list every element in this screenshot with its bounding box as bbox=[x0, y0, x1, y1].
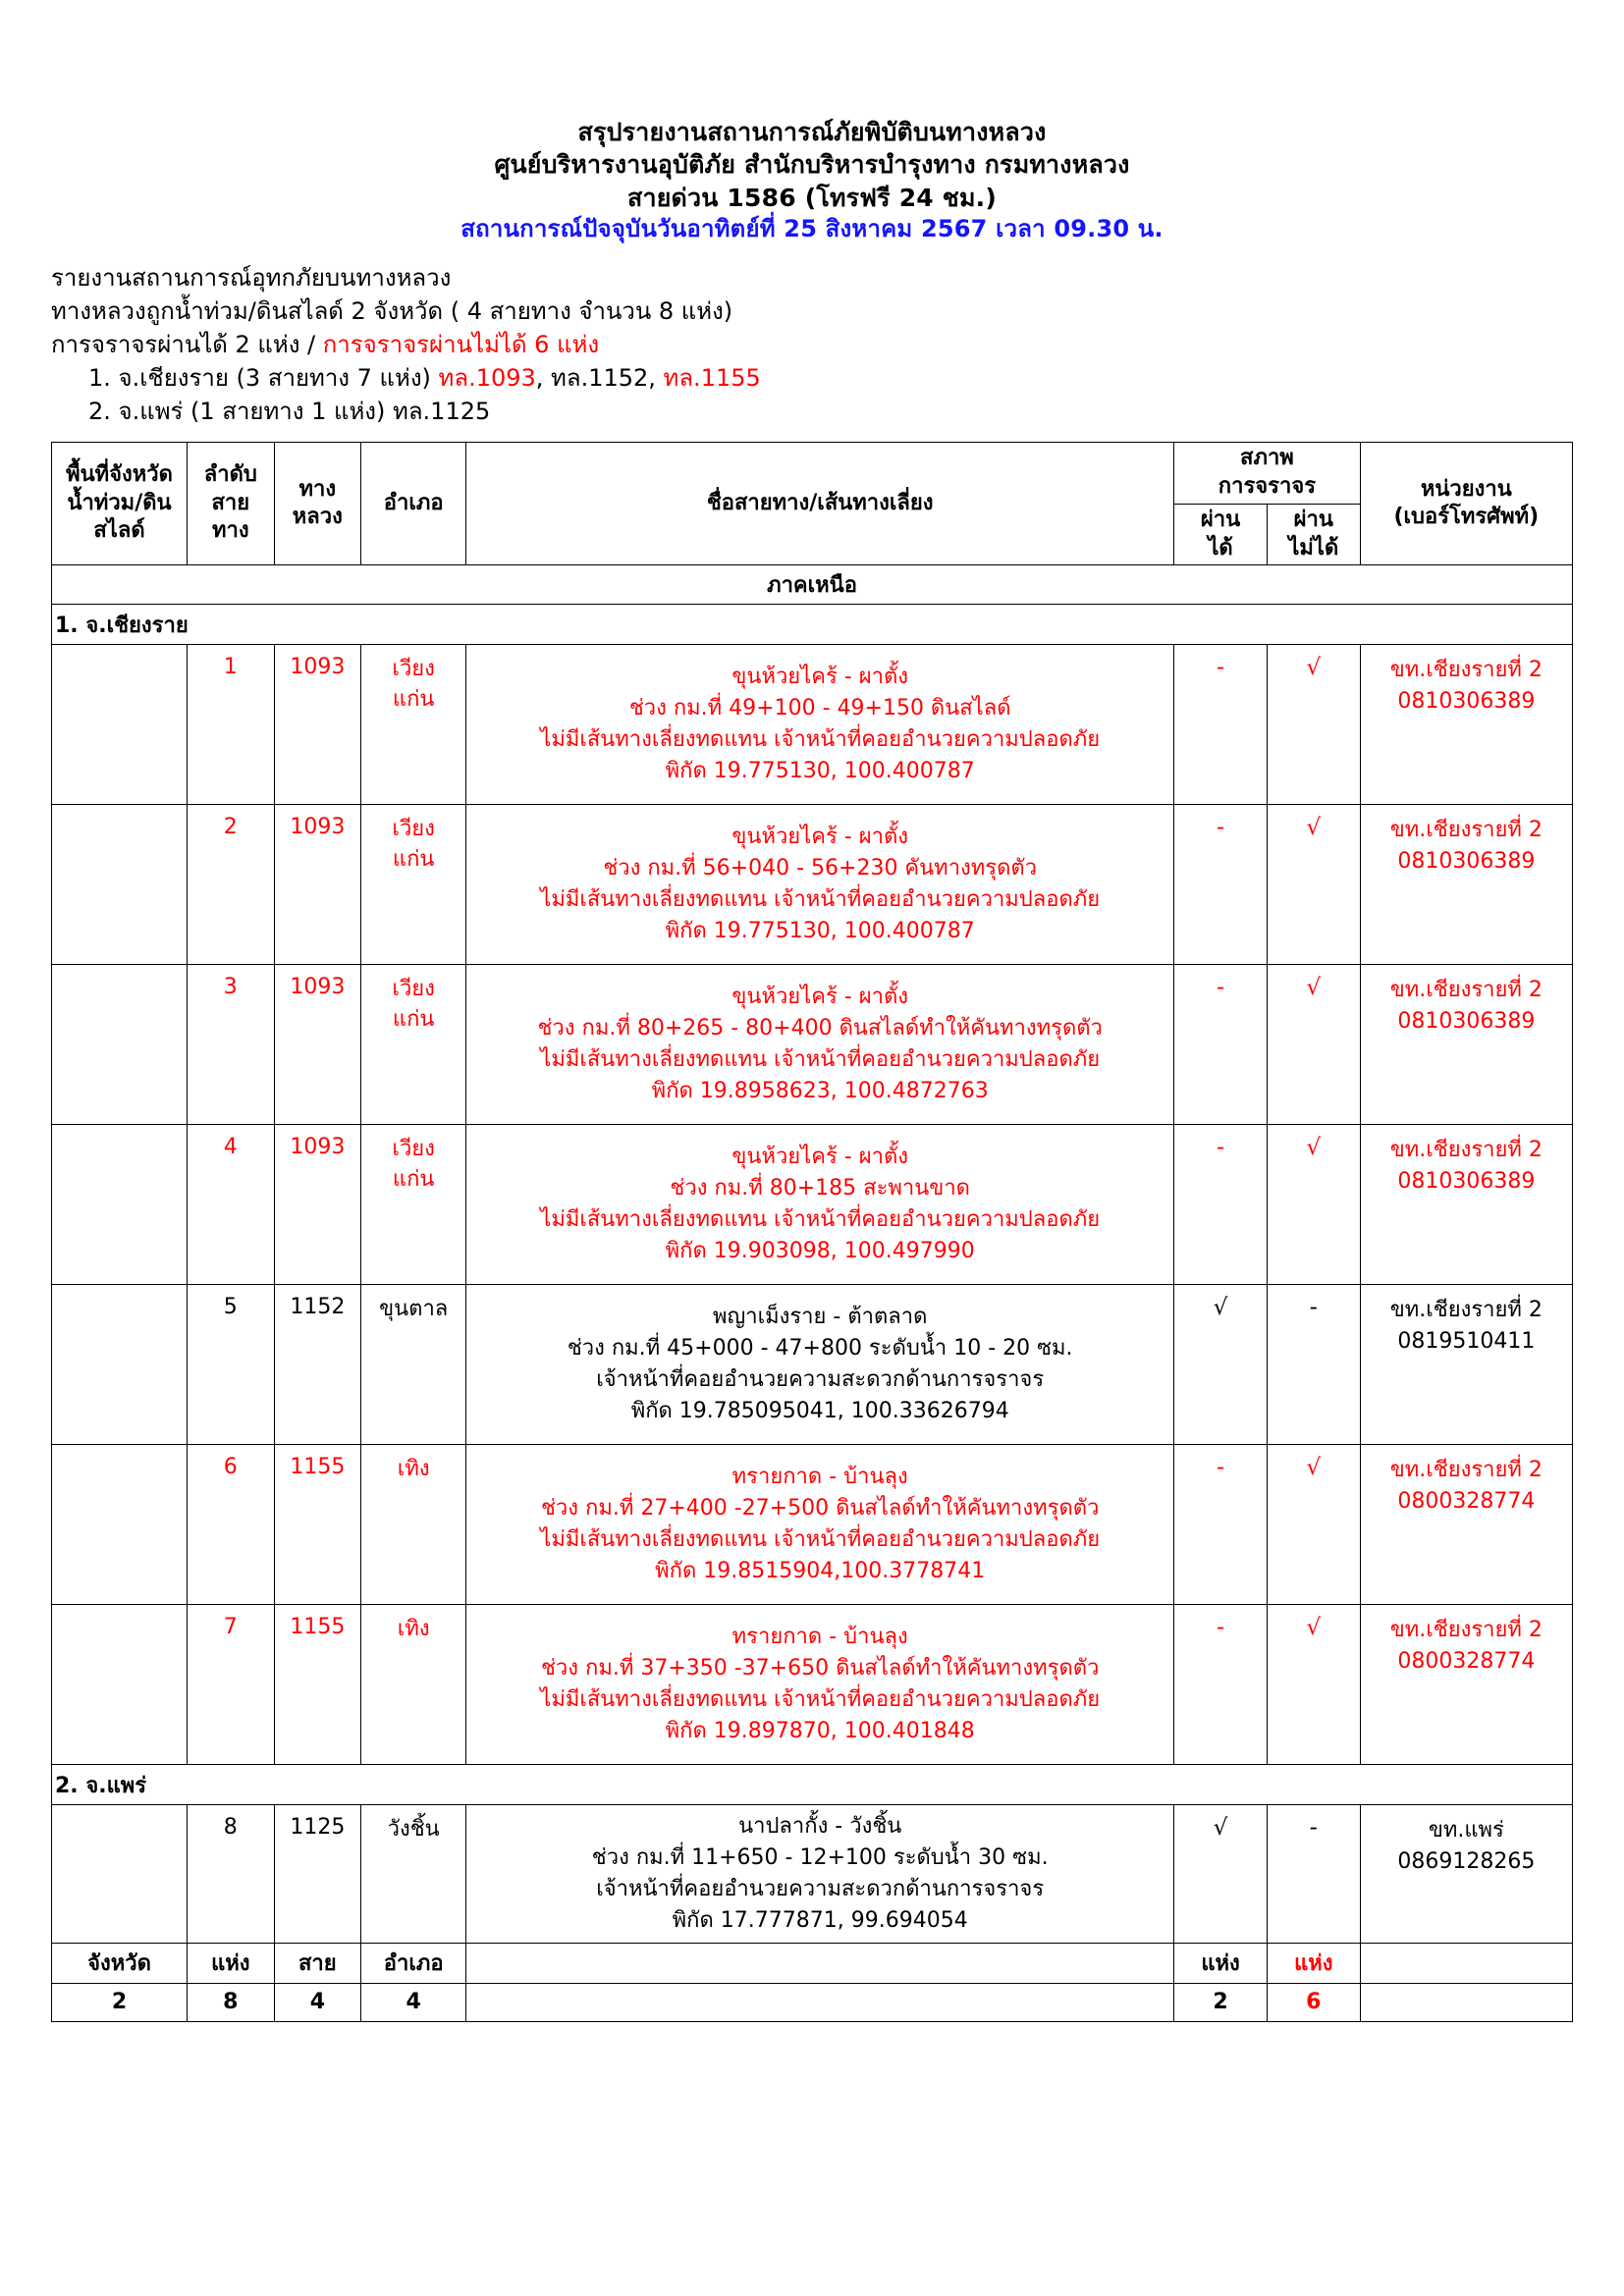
cell-province bbox=[52, 1805, 188, 1944]
cell-amphoe bbox=[361, 965, 466, 1125]
cell-amphoe-line1: วังชิ้น bbox=[387, 1817, 440, 1842]
cell-unit bbox=[1360, 1125, 1572, 1285]
summary-value-passable: 2 bbox=[1174, 1983, 1268, 2021]
table-row bbox=[52, 1125, 1573, 1285]
cell-province bbox=[52, 1605, 188, 1765]
header-province bbox=[52, 443, 188, 565]
cell-highway: 1093 bbox=[274, 805, 361, 965]
cell-highway: 1155 bbox=[274, 1605, 361, 1765]
cell-highway: 1125 bbox=[274, 1805, 361, 1944]
traffic-impassable-summary: การจราจรผ่านไม่ได้ 6 แห่ง bbox=[322, 330, 600, 358]
cell-passable: - bbox=[1174, 645, 1268, 805]
header-traffic-line2: การจราจร bbox=[1218, 474, 1317, 500]
route-name-line3: ไม่มีเส้นทางเลี่ยงทดแทน เจ้าหน้าที่คอยอำนวยความปลอดภัย bbox=[540, 727, 1101, 753]
unit-line2: 0869128265 bbox=[1397, 1849, 1536, 1875]
cell-passable: √ bbox=[1174, 1285, 1268, 1445]
current-situation-datetime: สถานการณ์ปัจจุบันวันอาทิตย์ที่ 25 สิงหาคม 2567 เวลา 09.30 น. bbox=[460, 214, 1164, 242]
cell-order: 2 bbox=[188, 805, 275, 965]
cell-province bbox=[52, 1285, 188, 1445]
traffic-passable-summary: การจราจรผ่านได้ 2 แห่ง / bbox=[51, 330, 323, 358]
summary-label-amphoe: อำเภอ bbox=[361, 1943, 466, 1983]
cell-highway: 1155 bbox=[274, 1445, 361, 1605]
table-row bbox=[52, 645, 1573, 805]
intro-line-3 bbox=[51, 328, 1573, 361]
unit-line1: ขท.เชียงรายที่ 2 bbox=[1389, 1298, 1543, 1323]
cell-route-name bbox=[466, 1285, 1174, 1445]
province-group-row-2 bbox=[52, 1765, 1573, 1805]
header-unit bbox=[1360, 443, 1572, 565]
cell-amphoe bbox=[361, 1605, 466, 1765]
cell-passable: - bbox=[1174, 1125, 1268, 1285]
intro-item-2: 2. จ.แพร่ (1 สายทาง 1 แห่ง) ทล.1125 bbox=[88, 397, 491, 425]
summary-value-order: 8 bbox=[188, 1983, 275, 2021]
header-highway-line1: ทาง bbox=[298, 476, 337, 502]
cell-highway: 1093 bbox=[274, 965, 361, 1125]
unit-line1: ขท.เชียงรายที่ 2 bbox=[1389, 1458, 1543, 1483]
province-group-row-1 bbox=[52, 605, 1573, 645]
cell-route-name bbox=[466, 645, 1174, 805]
cell-amphoe-line1: เวียง bbox=[392, 977, 435, 1002]
cell-impassable: - bbox=[1267, 1285, 1360, 1445]
table-row bbox=[52, 1805, 1573, 1944]
unit-line1: ขท.แพร่ bbox=[1428, 1818, 1504, 1843]
unit-line1: ขท.เชียงรายที่ 2 bbox=[1389, 658, 1543, 683]
cell-highway: 1152 bbox=[274, 1285, 361, 1445]
header-traffic-condition bbox=[1174, 443, 1361, 505]
intro-item-1-text: 1. จ.เชียงราย (3 สายทาง 7 แห่ง) bbox=[88, 363, 439, 392]
cell-impassable: √ bbox=[1267, 965, 1360, 1125]
province-group-label-1: 1. จ.เชียงราย bbox=[52, 605, 1573, 645]
unit-line2: 0810306389 bbox=[1397, 849, 1536, 875]
cell-highway: 1093 bbox=[274, 1125, 361, 1285]
summary-label-impassable: แห่ง bbox=[1267, 1943, 1360, 1983]
route-name-line2: ช่วง กม.ที่ 45+000 - 47+800 ระดับน้ำ 10 - 20 ซม. bbox=[567, 1336, 1073, 1362]
header-order-line3: ทาง bbox=[211, 518, 249, 544]
cell-amphoe-line2: แก่น bbox=[392, 687, 435, 713]
cell-impassable: √ bbox=[1267, 1605, 1360, 1765]
route-name-line4: พิกัด 19.897870, 100.401848 bbox=[665, 1719, 975, 1744]
route-name-line4: พิกัด 19.903098, 100.497990 bbox=[665, 1239, 975, 1264]
unit-line2: 0819510411 bbox=[1397, 1329, 1536, 1355]
cell-amphoe-line1: เทิง bbox=[397, 1617, 430, 1642]
route-name-line4: พิกัด 19.8515904,100.3778741 bbox=[655, 1559, 986, 1584]
unit-line1: ขท.เชียงรายที่ 2 bbox=[1389, 818, 1543, 843]
route-name-line4: พิกัด 19.785095041, 100.33626794 bbox=[630, 1399, 1009, 1424]
cell-passable: - bbox=[1174, 1445, 1268, 1605]
summary-value-province: 2 bbox=[52, 1983, 188, 2021]
cell-unit bbox=[1360, 965, 1572, 1125]
route-name-line1: ขุนห้วยไคร้ - ผาตั้ง bbox=[731, 825, 908, 850]
header-order-line1: ลำดับ bbox=[203, 462, 257, 488]
header-unit-line2: (เบอร์โทรศัพท์) bbox=[1393, 505, 1540, 530]
cell-province bbox=[52, 1125, 188, 1285]
table-row bbox=[52, 965, 1573, 1125]
cell-unit bbox=[1360, 1445, 1572, 1605]
cell-province bbox=[52, 1445, 188, 1605]
summary-label-order: แห่ง bbox=[188, 1943, 275, 1983]
cell-province bbox=[52, 805, 188, 965]
cell-route-name bbox=[466, 1805, 1174, 1944]
cell-route-name bbox=[466, 805, 1174, 965]
route-name-line1: ทรายกาด - บ้านลุง bbox=[731, 1465, 908, 1490]
situation-table bbox=[51, 442, 1573, 2022]
cell-amphoe-line1: เวียง bbox=[392, 817, 435, 842]
table-row bbox=[52, 1605, 1573, 1765]
route-name-line2: ช่วง กม.ที่ 80+265 - 80+400 ดินสไลด์ทำให้คันทางทรุดตัว bbox=[537, 1016, 1103, 1041]
summary-value-unit bbox=[1360, 1983, 1572, 2021]
table-row bbox=[52, 805, 1573, 965]
summary-value-row bbox=[52, 1983, 1573, 2021]
route-name-line3: ไม่มีเส้นทางเลี่ยงทดแทน เจ้าหน้าที่คอยอำนวยความปลอดภัย bbox=[540, 887, 1101, 913]
cell-impassable: √ bbox=[1267, 1125, 1360, 1285]
summary-label-row bbox=[52, 1943, 1573, 1983]
cell-route-name bbox=[466, 1125, 1174, 1285]
cell-amphoe bbox=[361, 1805, 466, 1944]
unit-line1: ขท.เชียงรายที่ 2 bbox=[1389, 1138, 1543, 1163]
cell-order: 8 bbox=[188, 1805, 275, 1944]
intro-item-1 bbox=[51, 361, 1573, 395]
header-province-line1: พื้นที่จังหวัด bbox=[66, 462, 173, 488]
route-name-line3: ไม่มีเส้นทางเลี่ยงทดแทน เจ้าหน้าที่คอยอำนวยความปลอดภัย bbox=[540, 1527, 1101, 1553]
summary-value-impassable: 6 bbox=[1267, 1983, 1360, 2021]
cell-impassable: √ bbox=[1267, 1445, 1360, 1605]
route-name-line2: ช่วง กม.ที่ 11+650 - 12+100 ระดับน้ำ 30 ซม. bbox=[591, 1845, 1049, 1871]
route-name-line2: ช่วง กม.ที่ 56+040 - 56+230 คันทางทรุดตัว bbox=[603, 856, 1038, 881]
cell-amphoe bbox=[361, 805, 466, 965]
report-title-line-2: ศูนย์บริหารงานอุบัติภัย สำนักบริหารบำรุงทาง กรมทางหลวง bbox=[494, 150, 1130, 180]
intro-line-2: ทางหลวงถูกน้ำท่วม/ดินสไลด์ 2 จังหวัด ( 4 สายทาง จำนวน 8 แห่ง) bbox=[51, 296, 733, 325]
unit-line2: 0800328774 bbox=[1397, 1649, 1536, 1675]
header-highway-line2: หลวง bbox=[292, 505, 343, 530]
table-row bbox=[52, 1285, 1573, 1445]
intro-item-1-road-1155: ทล.1155 bbox=[663, 363, 761, 392]
cell-unit bbox=[1360, 1605, 1572, 1765]
header-impassable-line2: ไม่ได้ bbox=[1288, 535, 1339, 561]
province-group-label-2: 2. จ.แพร่ bbox=[52, 1765, 1573, 1805]
route-name-line2: ช่วง กม.ที่ 49+100 - 49+150 ดินสไลด์ bbox=[628, 696, 1011, 721]
unit-line2: 0810306389 bbox=[1397, 1009, 1536, 1035]
summary-label-road: สาย bbox=[274, 1943, 361, 1983]
route-name-line3: ไม่มีเส้นทางเลี่ยงทดแทน เจ้าหน้าที่คอยอำนวยความปลอดภัย bbox=[540, 1207, 1101, 1233]
unit-line1: ขท.เชียงรายที่ 2 bbox=[1389, 978, 1543, 1003]
cell-route-name bbox=[466, 965, 1174, 1125]
cell-order: 5 bbox=[188, 1285, 275, 1445]
route-name-line3: เจ้าหน้าที่คอยอำนวยความสะดวกด้านการจราจร bbox=[596, 1877, 1045, 1902]
cell-unit bbox=[1360, 1285, 1572, 1445]
header-impassable bbox=[1267, 505, 1360, 565]
route-name-line2: ช่วง กม.ที่ 27+400 -27+500 ดินสไลด์ทำให้คันทางทรุดตัว bbox=[541, 1496, 1100, 1522]
header-unit-line1: หน่วยงาน bbox=[1420, 476, 1512, 502]
cell-order: 3 bbox=[188, 965, 275, 1125]
cell-impassable: √ bbox=[1267, 645, 1360, 805]
header-passable-line2: ได้ bbox=[1208, 535, 1233, 561]
intro-item-1-road-1152: , ทล.1152, bbox=[535, 363, 664, 392]
route-name-line4: พิกัด 17.777871, 99.694054 bbox=[672, 1907, 968, 1933]
summary-value-name bbox=[466, 1983, 1174, 2021]
cell-unit bbox=[1360, 1805, 1572, 1944]
cell-amphoe bbox=[361, 1285, 466, 1445]
header-order-line2: สาย bbox=[211, 490, 250, 515]
summary-value-road: 4 bbox=[274, 1983, 361, 2021]
route-name-line4: พิกัด 19.775130, 100.400787 bbox=[665, 919, 975, 944]
cell-amphoe-line1: เวียง bbox=[392, 657, 435, 682]
route-name-line4: พิกัด 19.8958623, 100.4872763 bbox=[651, 1079, 989, 1104]
cell-order: 4 bbox=[188, 1125, 275, 1285]
header-highway bbox=[274, 443, 361, 565]
cell-amphoe-line2: แก่น bbox=[392, 1007, 435, 1033]
intro-line-1: รายงานสถานการณ์อุทกภัยบนทางหลวง bbox=[51, 263, 452, 292]
intro-item-1-road-1093: ทล.1093 bbox=[438, 363, 536, 392]
unit-line1: ขท.เชียงรายที่ 2 bbox=[1389, 1618, 1543, 1643]
document-header bbox=[51, 116, 1573, 245]
route-name-line1: ขุนห้วยไคร้ - ผาตั้ง bbox=[731, 1145, 908, 1170]
header-province-line3: สไลด์ bbox=[93, 518, 145, 544]
route-name-line2: ช่วง กม.ที่ 80+185 สะพานขาด bbox=[670, 1176, 970, 1201]
cell-unit bbox=[1360, 805, 1572, 965]
hotline-line: สายด่วน 1586 (โทรฟรี 24 ชม.) bbox=[627, 183, 997, 212]
header-route-name: ชื่อสายทาง/เส้นทางเลี่ยง bbox=[466, 443, 1174, 565]
summary-label-name bbox=[466, 1943, 1174, 1983]
summary-label-passable: แห่ง bbox=[1174, 1943, 1268, 1983]
cell-amphoe bbox=[361, 1445, 466, 1605]
unit-line2: 0800328774 bbox=[1397, 1489, 1536, 1515]
cell-order: 1 bbox=[188, 645, 275, 805]
route-name-line3: ไม่มีเส้นทางเลี่ยงทดแทน เจ้าหน้าที่คอยอำนวยความปลอดภัย bbox=[540, 1687, 1101, 1713]
header-passable bbox=[1174, 505, 1268, 565]
intro-block bbox=[51, 261, 1573, 428]
header-order bbox=[188, 443, 275, 565]
route-name-line4: พิกัด 19.775130, 100.400787 bbox=[665, 759, 975, 784]
region-label: ภาคเหนือ bbox=[52, 565, 1573, 605]
cell-impassable: - bbox=[1267, 1805, 1360, 1944]
summary-label-unit bbox=[1360, 1943, 1572, 1983]
cell-passable: - bbox=[1174, 1605, 1268, 1765]
summary-value-amphoe: 4 bbox=[361, 1983, 466, 2021]
cell-amphoe-line1: เวียง bbox=[392, 1137, 435, 1162]
route-name-line1: ขุนห้วยไคร้ - ผาตั้ง bbox=[731, 665, 908, 690]
report-title-line-1: สรุปรายงานสถานการณ์ภัยพิบัติบนทางหลวง bbox=[577, 118, 1047, 146]
table-row bbox=[52, 1445, 1573, 1605]
route-name-line3: ไม่มีเส้นทางเลี่ยงทดแทน เจ้าหน้าที่คอยอำนวยความปลอดภัย bbox=[540, 1047, 1101, 1073]
header-impassable-line1: ผ่าน bbox=[1293, 507, 1333, 533]
cell-amphoe-line1: ขุนตาล bbox=[379, 1297, 449, 1322]
cell-province bbox=[52, 645, 188, 805]
cell-route-name bbox=[466, 1445, 1174, 1605]
route-name-line1: ขุนห้วยไคร้ - ผาตั้ง bbox=[731, 985, 908, 1010]
cell-amphoe bbox=[361, 1125, 466, 1285]
cell-route-name bbox=[466, 1605, 1174, 1765]
cell-unit bbox=[1360, 645, 1572, 805]
route-name-line3: เจ้าหน้าที่คอยอำนวยความสะดวกด้านการจราจร bbox=[596, 1367, 1045, 1393]
cell-province bbox=[52, 965, 188, 1125]
header-traffic-line1: สภาพ bbox=[1240, 446, 1294, 471]
header-province-line2: น้ำท่วม/ดิน bbox=[67, 490, 172, 515]
unit-line2: 0810306389 bbox=[1397, 1169, 1536, 1195]
header-amphoe: อำเภอ bbox=[361, 443, 466, 565]
cell-passable: √ bbox=[1174, 1805, 1268, 1944]
table-header-row bbox=[52, 443, 1573, 505]
cell-order: 7 bbox=[188, 1605, 275, 1765]
cell-order: 6 bbox=[188, 1445, 275, 1605]
summary-label-province: จังหวัด bbox=[52, 1943, 188, 1983]
header-passable-line1: ผ่าน bbox=[1200, 507, 1241, 533]
route-name-line1: ทรายกาด - บ้านลุง bbox=[731, 1625, 908, 1650]
cell-amphoe-line2: แก่น bbox=[392, 1167, 435, 1193]
unit-line2: 0810306389 bbox=[1397, 689, 1536, 715]
region-row bbox=[52, 565, 1573, 605]
route-name-line1: นาปลากั้ง - วังชิ้น bbox=[738, 1814, 902, 1840]
cell-amphoe-line2: แก่น bbox=[392, 847, 435, 873]
cell-amphoe-line1: เทิง bbox=[397, 1457, 430, 1482]
cell-amphoe bbox=[361, 645, 466, 805]
route-name-line1: พญาเม็งราย - ต้าตลาด bbox=[712, 1305, 928, 1330]
route-name-line2: ช่วง กม.ที่ 37+350 -37+650 ดินสไลด์ทำให้คันทางทรุดตัว bbox=[541, 1656, 1100, 1682]
cell-impassable: √ bbox=[1267, 805, 1360, 965]
cell-passable: - bbox=[1174, 965, 1268, 1125]
cell-passable: - bbox=[1174, 805, 1268, 965]
cell-highway: 1093 bbox=[274, 645, 361, 805]
